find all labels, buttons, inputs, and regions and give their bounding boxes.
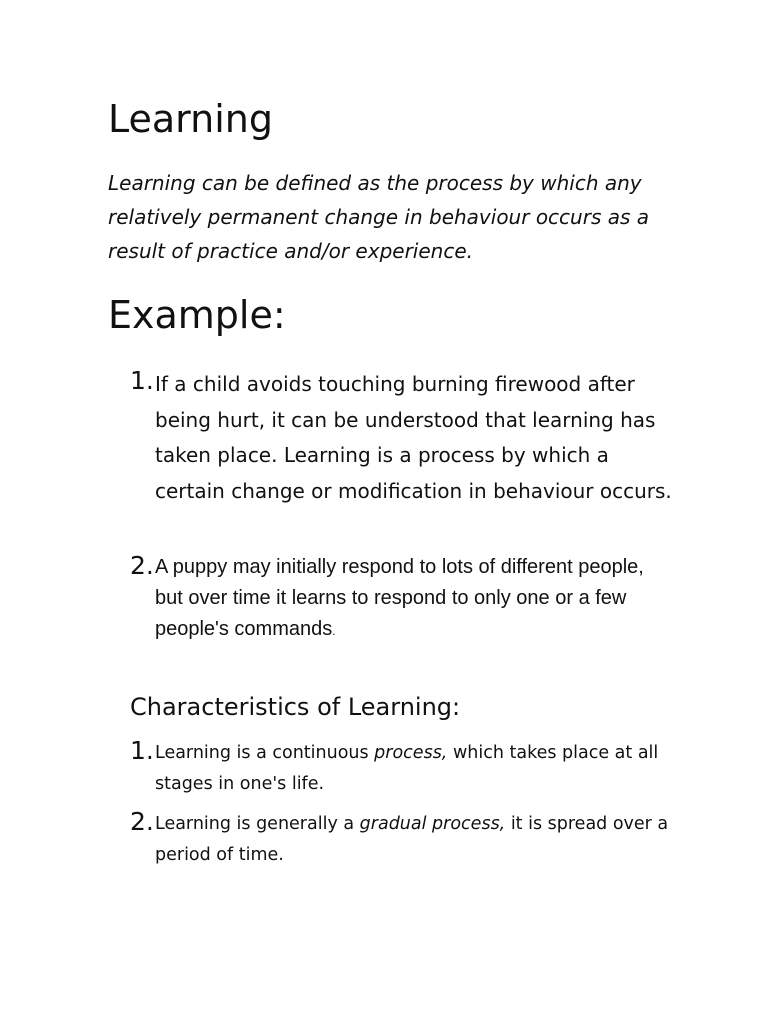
list-item-text [155,809,685,871]
text-segment: which takes place at all stages in one's life. [155,743,659,794]
list-item-trailing-period: . [332,624,336,638]
list-number: 2. [130,807,154,836]
page-title: Learning [108,97,273,141]
list-item-text [155,552,655,647]
definition-paragraph: Learning can be defined as the process by which any relatively permanent change in behaviour occurs as a result of practice and/or experience. [108,171,650,263]
list-item-text: If a child avoids touching burning firewood after being hurt, it can be understood that learning has taken place. Learning is a process by which a certain change or modification in behaviour occurs. [155,372,672,503]
characteristics-heading: Characteristics of Learning: [130,693,461,721]
text-segment: Learning is generally a [155,814,360,834]
list-item-text [155,738,685,800]
list-number: 1. [130,366,154,395]
list-number: 2. [130,551,154,580]
text-segment: Learning is a continuous [155,743,375,763]
example-heading: Example: [108,293,286,337]
list-number: 1. [130,736,154,765]
list-item-body: A puppy may initially respond to lots of different people, but over time it learns to respond to only one or a few people's commands [155,556,644,640]
emphasis-text: gradual process, [359,814,506,834]
text-segment: it is spread over a period of time. [155,814,669,865]
emphasis-text: process, [374,743,448,763]
